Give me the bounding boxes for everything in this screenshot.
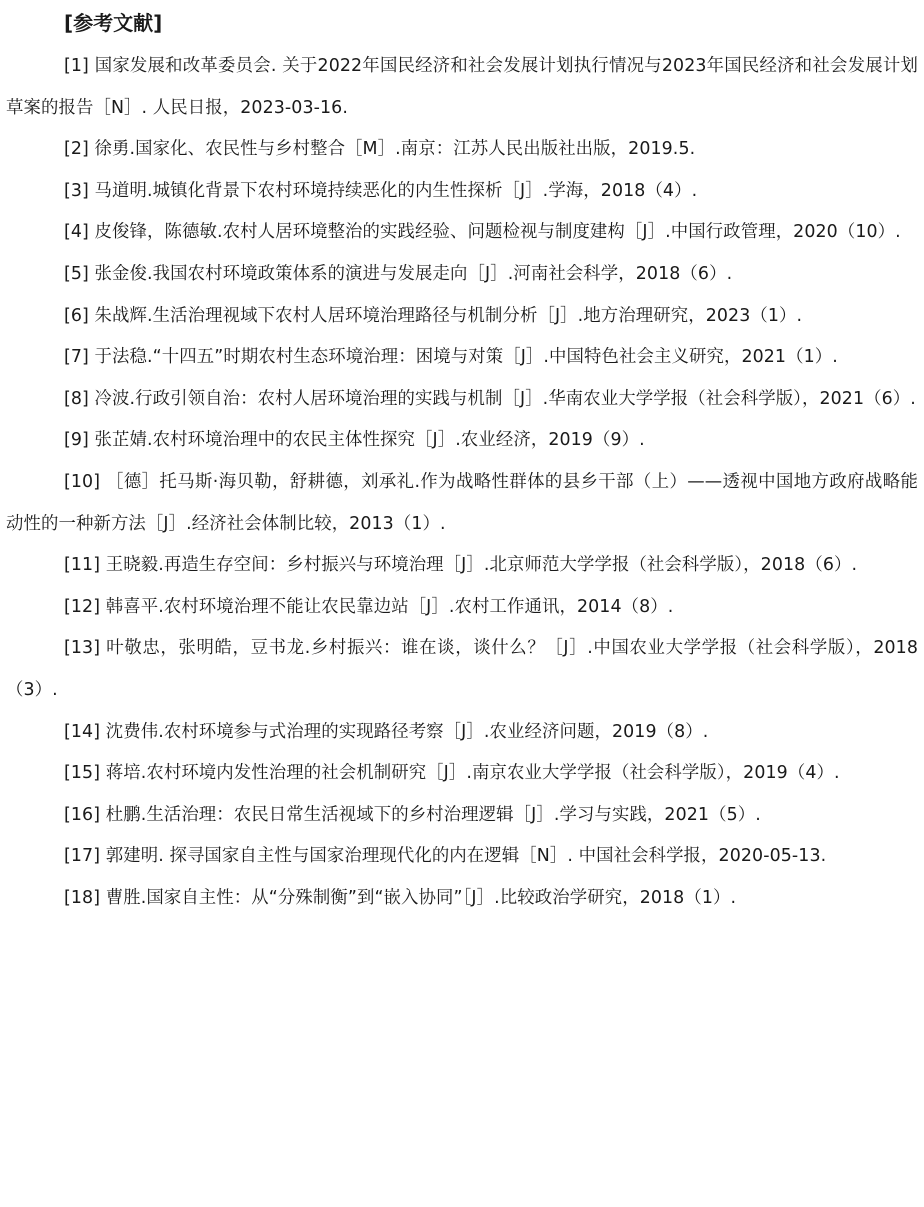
reference-item-15: [15] 蒋培.农村环境内发性治理的社会机制研究［J］.南京农业大学学报（社会科学版），2019（4）. [64, 763, 840, 784]
reference-item-10: [10] ［德］托马斯·海贝勒，舒耕德，刘承礼.作为战略性群体的县乡干部（上）——透视中国地方政府战略能动性的一种新方法［J］.经济社会体制比较，2013（1）. [6, 471, 918, 534]
reference-list [6, 46, 918, 919]
reference-item-1: [1] 国家发展和改革委员会. 关于2022年国民经济和社会发展计划执行情况与2023年国民经济和社会发展计划草案的报告［N］. 人民日报，2023-03-16. [6, 56, 918, 118]
reference-item-18: [18] 曹胜.国家自主性：从“分殊制衡”到“嵌入协同”［J］.比较政治学研究，2018（1）. [64, 887, 737, 908]
reference-item-14: [14] 沈费伟.农村环境参与式治理的实现路径考察［J］.农业经济问题，2019（8）. [64, 721, 709, 742]
reference-item-5: [5] 张金俊.我国农村环境政策体系的演进与发展走向［J］.河南社会科学，2018（6）. [64, 263, 733, 284]
reference-item-7: [7] 于法稳.“十四五”时期农村生态环境治理：困境与对策［J］.中国特色社会主义研究，2021（1）. [64, 347, 838, 368]
reference-item-4: [4] 皮俊锋，陈德敏.农村人居环境整治的实践经验、问题检视与制度建构［J］.中国行政管理，2020（10）. [64, 222, 901, 243]
reference-item-9: [9] 张芷婧.农村环境治理中的农民主体性探究［J］.农业经济，2019（9）. [64, 430, 645, 451]
reference-item-6: [6] 朱战辉.生活治理视域下农村人居环境治理路径与机制分析［J］.地方治理研究，2023（1）. [64, 305, 803, 326]
reference-item-8: [8] 冷波.行政引领自治：农村人居环境治理的实践与机制［J］.华南农业大学学报（社会科学版），2021（6）. [64, 388, 916, 409]
reference-item-2: [2] 徐勇.国家化、农民性与乡村整合［M］.南京：江苏人民出版社出版，2019.5. [64, 139, 696, 160]
reference-item-12: [12] 韩喜平.农村环境治理不能让农民靠边站［J］.农村工作通讯，2014（8）. [64, 596, 674, 617]
references-heading: [参考文献] [64, 11, 163, 35]
reference-item-17: [17] 郭建明. 探寻国家自主性与国家治理现代化的内在逻辑［N］. 中国社会科学报，2020-05-13. [64, 846, 827, 867]
reference-item-16: [16] 杜鹏.生活治理：农民日常生活视域下的乡村治理逻辑［J］.学习与实践，2021（5）. [64, 804, 761, 825]
reference-item-11: [11] 王晓毅.再造生存空间：乡村振兴与环境治理［J］.北京师范大学学报（社会科学版），2018（6）. [64, 555, 858, 576]
reference-item-3: [3] 马道明.城镇化背景下农村环境持续恶化的内生性探析［J］.学海，2018（4）. [64, 180, 698, 201]
reference-item-13: [13] 叶敬忠，张明皓，豆书龙.乡村振兴：谁在谈，谈什么？［J］.中国农业大学学报（社会科学版），2018（3）. [6, 638, 918, 700]
